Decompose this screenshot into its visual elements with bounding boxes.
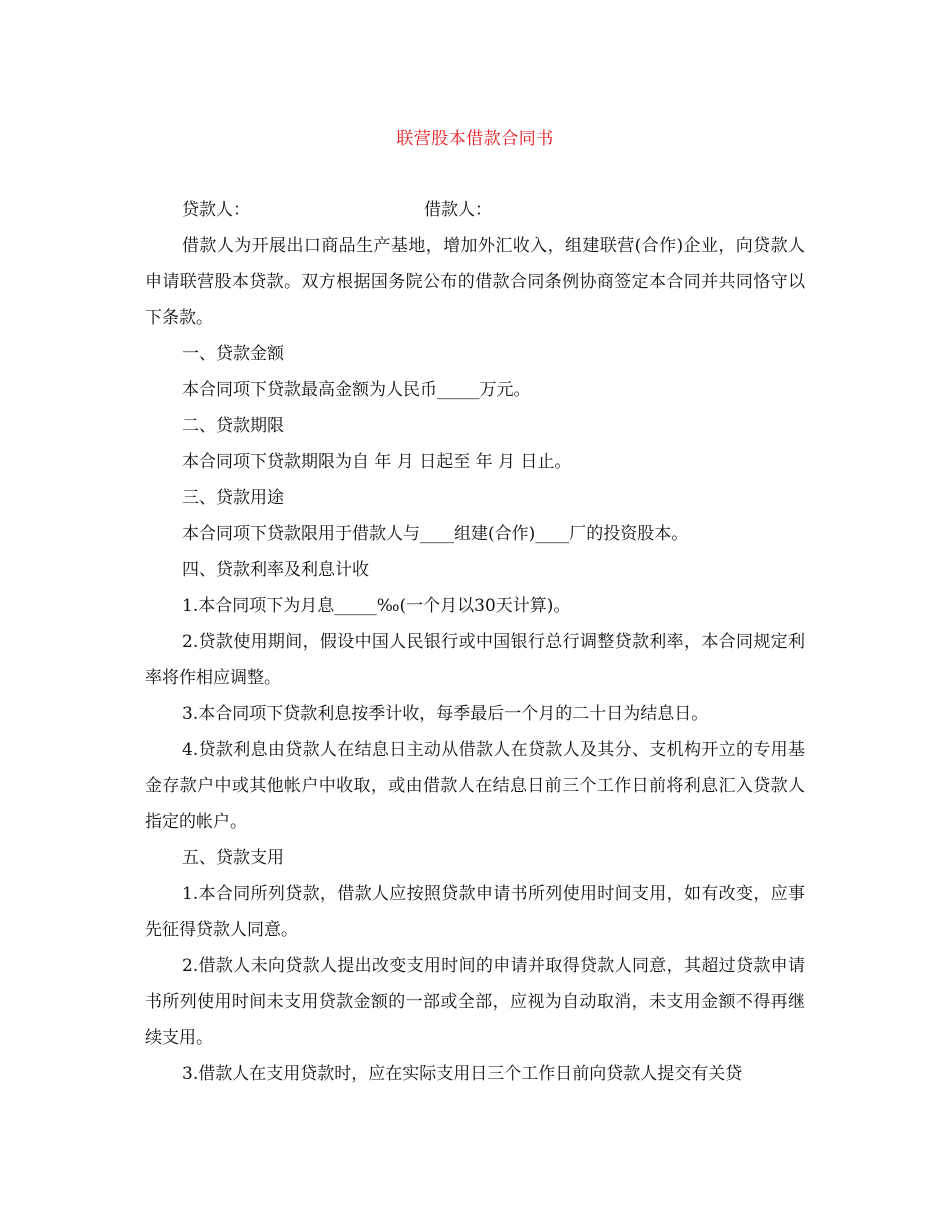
clause-disbursement-3: 3.借款人在支用贷款时，应在实际支用日三个工作日前向贷款人提交有关贷 xyxy=(182,1064,743,1084)
clause-loan-purpose: 本合同项下贷款限用于借款人与____组建(合作)____厂的投资股本。 xyxy=(182,524,689,544)
clause-interest-2: 2.贷款使用期间，假设中国人民银行或中国银行总行调整贷款利率，本合同规定利率将作相应调整。 xyxy=(145,632,805,688)
contract-body xyxy=(145,192,805,1092)
section-heading-loan-amount: 一、贷款金额 xyxy=(182,344,284,364)
clause-loan-term: 本合同项下贷款期限为自 年 月 日起至 年 月 日止。 xyxy=(182,452,572,472)
clause-disbursement-1: 1.本合同所列贷款，借款人应按照贷款申请书所列使用时间支用，如有改变，应事先征得贷款人同意。 xyxy=(145,884,805,940)
section-heading-loan-purpose: 三、贷款用途 xyxy=(182,488,284,508)
parties-line xyxy=(145,192,805,228)
clause-interest-3: 3.本合同项下贷款利息按季计收，每季最后一个月的二十日为结息日。 xyxy=(182,704,709,724)
contract-title: 联营股本借款合同书 xyxy=(396,129,554,149)
section-heading-loan-term: 二、贷款期限 xyxy=(182,416,284,436)
clause-interest-1: 1.本合同项下为月息_____‰(一个月以30天计算)。 xyxy=(182,596,571,616)
preamble-paragraph: 借款人为开展出口商品生产基地，增加外汇收入，组建联营(合作)企业，向贷款人申请联营股本贷款。双方根据国务院公布的借款合同条例协商签定本合同并共同恪守以下条款。 xyxy=(145,236,805,328)
section-heading-disbursement: 五、贷款支用 xyxy=(182,848,284,868)
clause-interest-4: 4.贷款利息由贷款人在结息日主动从借款人在贷款人及其分、支机构开立的专用基金存款户中或其他帐户中收取，或由借款人在结息日前三个工作日前将利息汇入贷款人指定的帐户。 xyxy=(145,740,805,832)
borrower-label: 借款人： xyxy=(424,200,492,220)
section-heading-interest: 四、贷款利率及利息计收 xyxy=(182,560,369,580)
lender-label: 贷款人： xyxy=(182,200,250,220)
clause-disbursement-2: 2.借款人未向贷款人提出改变支用时间的申请并取得贷款人同意，其超过贷款申请书所列使用时间未支用贷款金额的一部或全部，应视为自动取消，未支用金额不得再继续支用。 xyxy=(145,956,805,1048)
clause-loan-amount: 本合同项下贷款最高金额为人民币_____万元。 xyxy=(182,380,531,400)
